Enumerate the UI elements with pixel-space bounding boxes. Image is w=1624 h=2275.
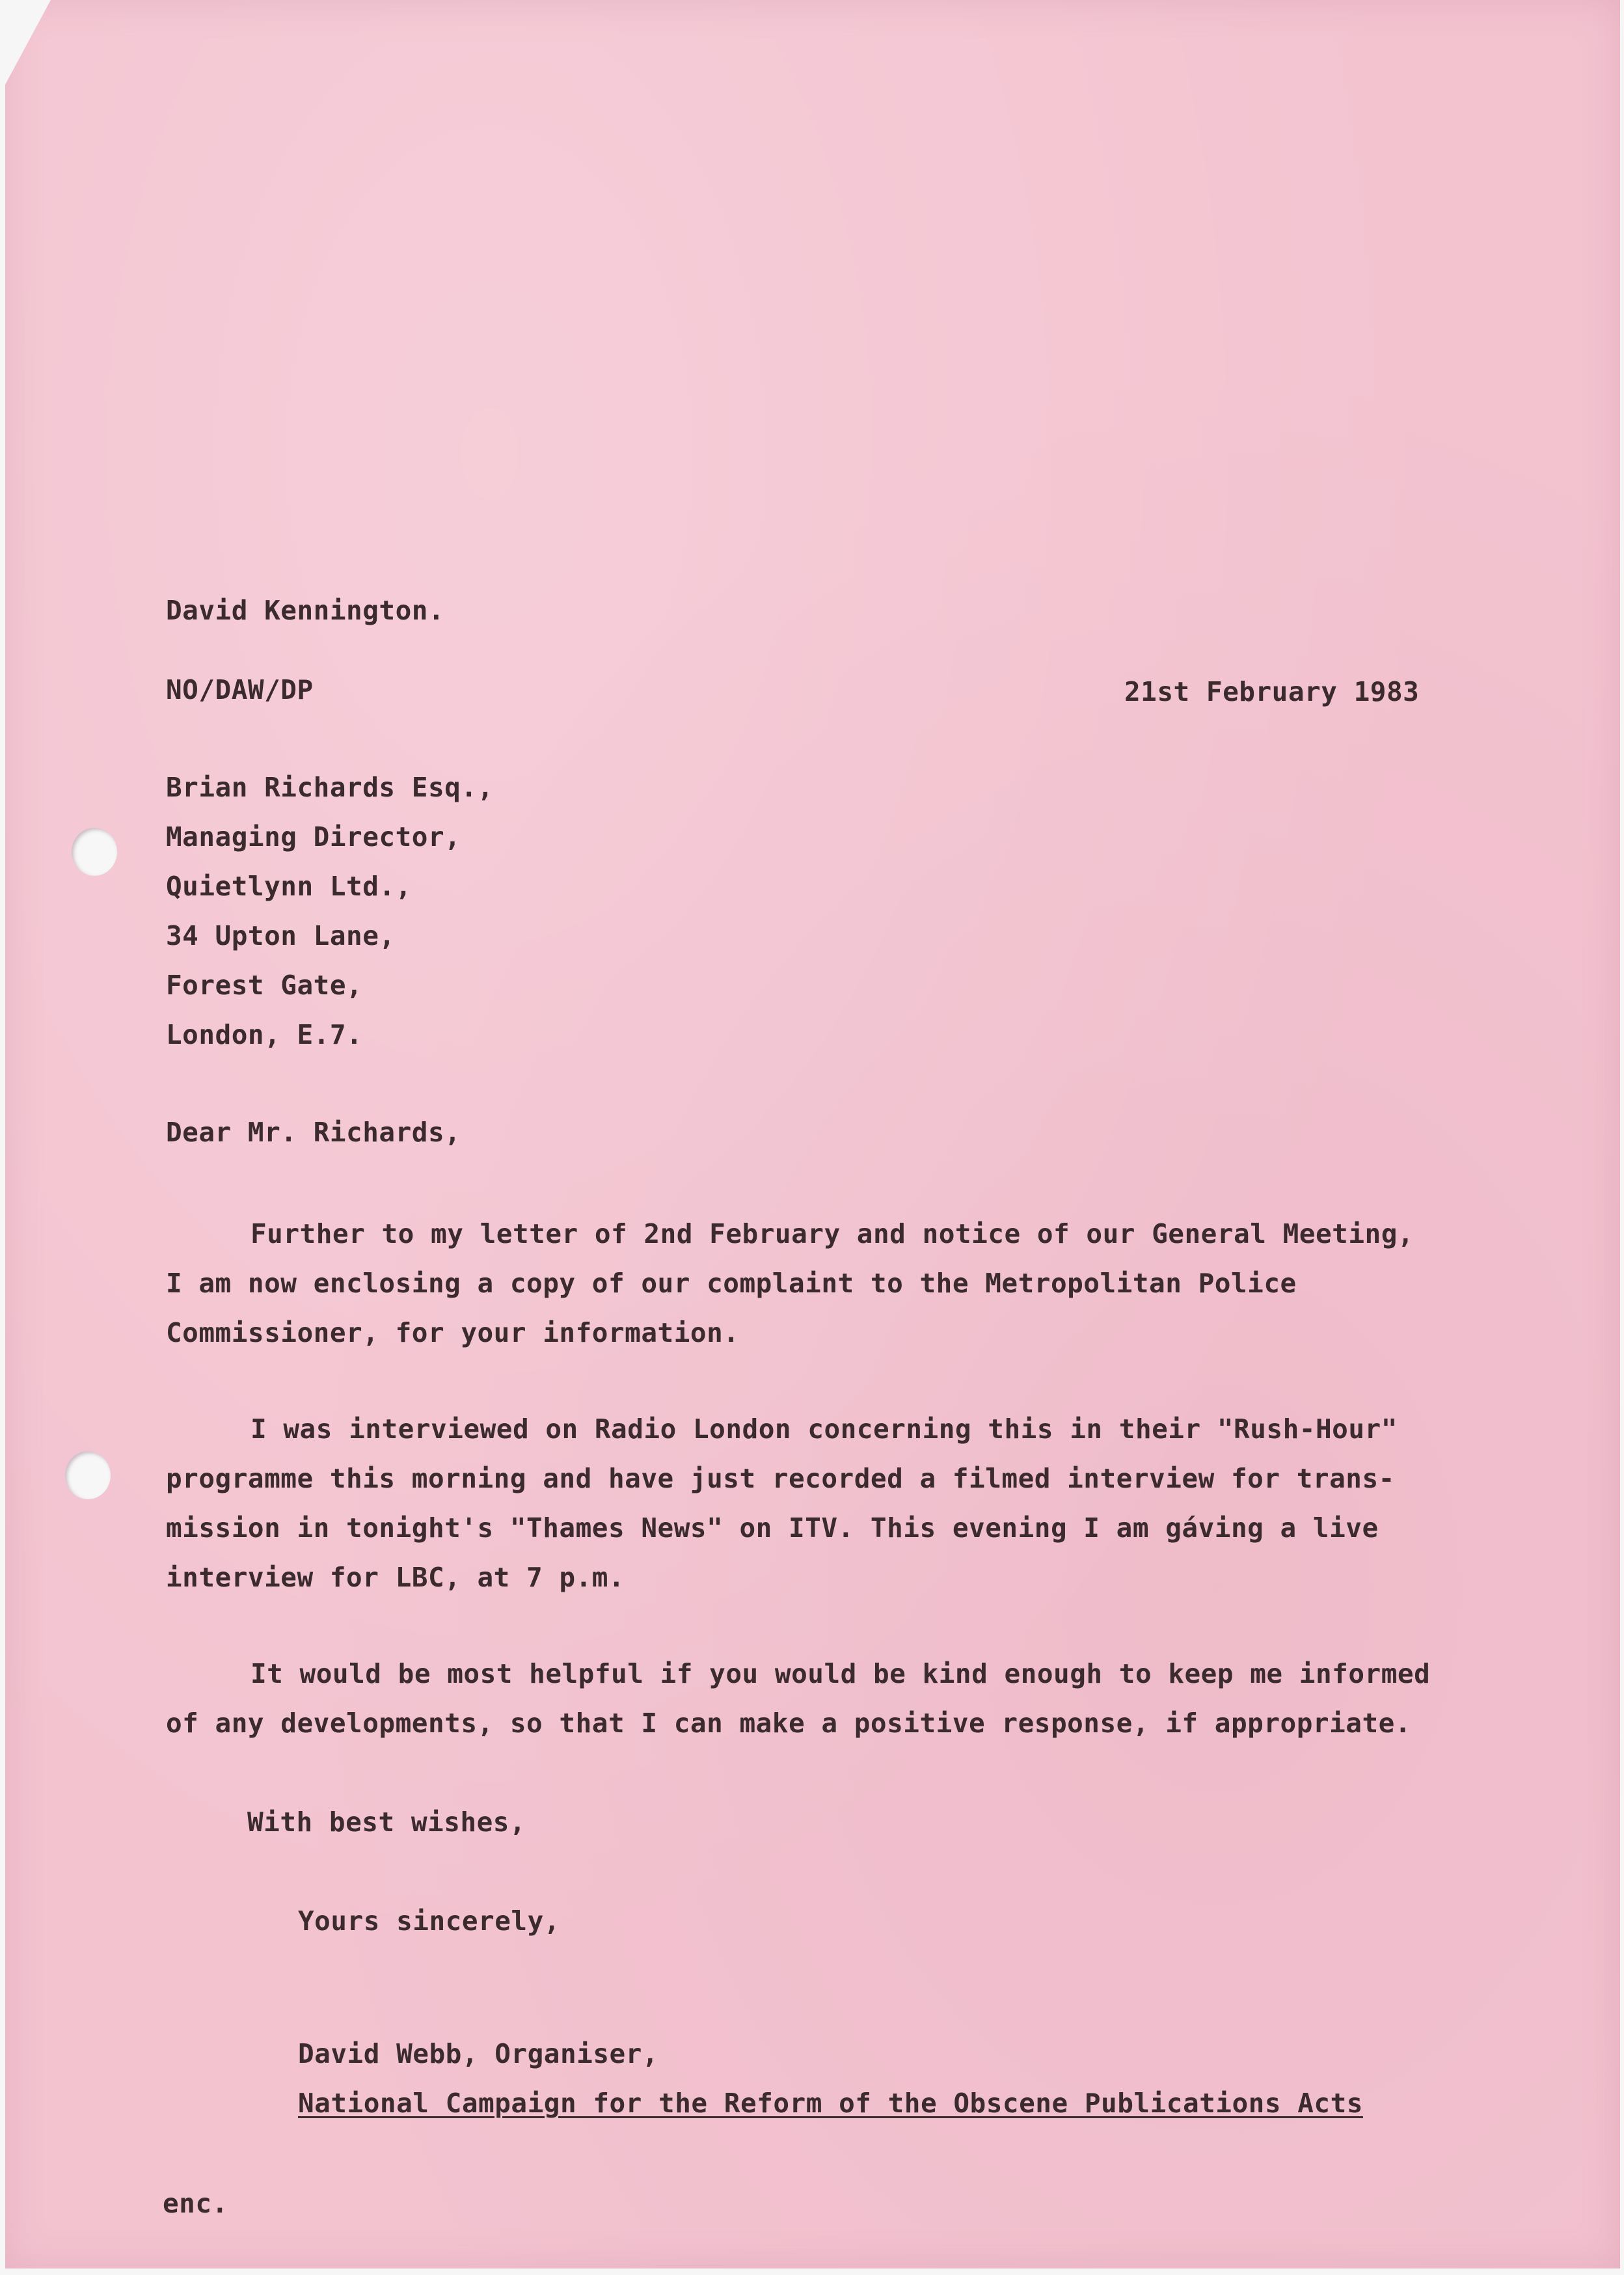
punch-hole	[65, 1451, 111, 1499]
salutation: Dear Mr. Richards,	[166, 1117, 461, 1148]
signature-block	[298, 2029, 1363, 2128]
body-paragraph	[166, 1209, 1414, 1357]
sign-off: Yours sincerely,	[298, 1905, 560, 1937]
paragraph-line: mission in tonight's "Thames News" on ITV. This evening I am gáving a live	[166, 1512, 1379, 1544]
reference-code: NO/DAW/DP	[166, 674, 314, 705]
organisation-name: National Campaign for the Reform of the Obscene Publications Acts	[298, 2088, 1363, 2119]
paragraph-line: I am now enclosing a copy of our complaint to the Metropolitan Police	[166, 1268, 1297, 1299]
address-line: Managing Director,	[166, 821, 461, 852]
paragraph-line: I was interviewed on Radio London concerning this in their "Rush-Hour"	[250, 1413, 1398, 1445]
body-paragraph	[166, 1649, 1430, 1748]
letter-date: 21st February 1983	[1124, 676, 1420, 707]
address-line: Brian Richards Esq.,	[166, 772, 494, 803]
paragraph-line: Further to my letter of 2nd February and notice of our General Meeting,	[250, 1218, 1414, 1249]
paragraph-line: of any developments, so that I can make a positive response, if appropriate.	[166, 1708, 1411, 1739]
address-line: Forest Gate,	[166, 970, 363, 1001]
closing-line: With best wishes,	[247, 1806, 526, 1838]
paragraph-line: programme this morning and have just recorded a filmed interview for trans-	[166, 1463, 1395, 1494]
signatory-name: David Webb, Organiser,	[298, 2038, 659, 2069]
sender-line: David Kennington.	[166, 595, 445, 626]
recipient-address	[166, 763, 494, 1059]
address-line: 34 Upton Lane,	[166, 920, 396, 951]
address-line: Quietlynn Ltd.,	[166, 871, 412, 902]
body-paragraph	[166, 1404, 1398, 1602]
address-line: London, E.7.	[166, 1019, 363, 1050]
enclosure-note: enc.	[163, 2188, 228, 2219]
punch-hole	[72, 828, 117, 876]
paragraph-line: Commissioner, for your information.	[166, 1317, 740, 1348]
paragraph-line: interview for LBC, at 7 p.m.	[166, 1562, 625, 1593]
folded-corner	[5, 0, 51, 85]
paragraph-line: It would be most helpful if you would be kind enough to keep me informed	[250, 1658, 1431, 1689]
